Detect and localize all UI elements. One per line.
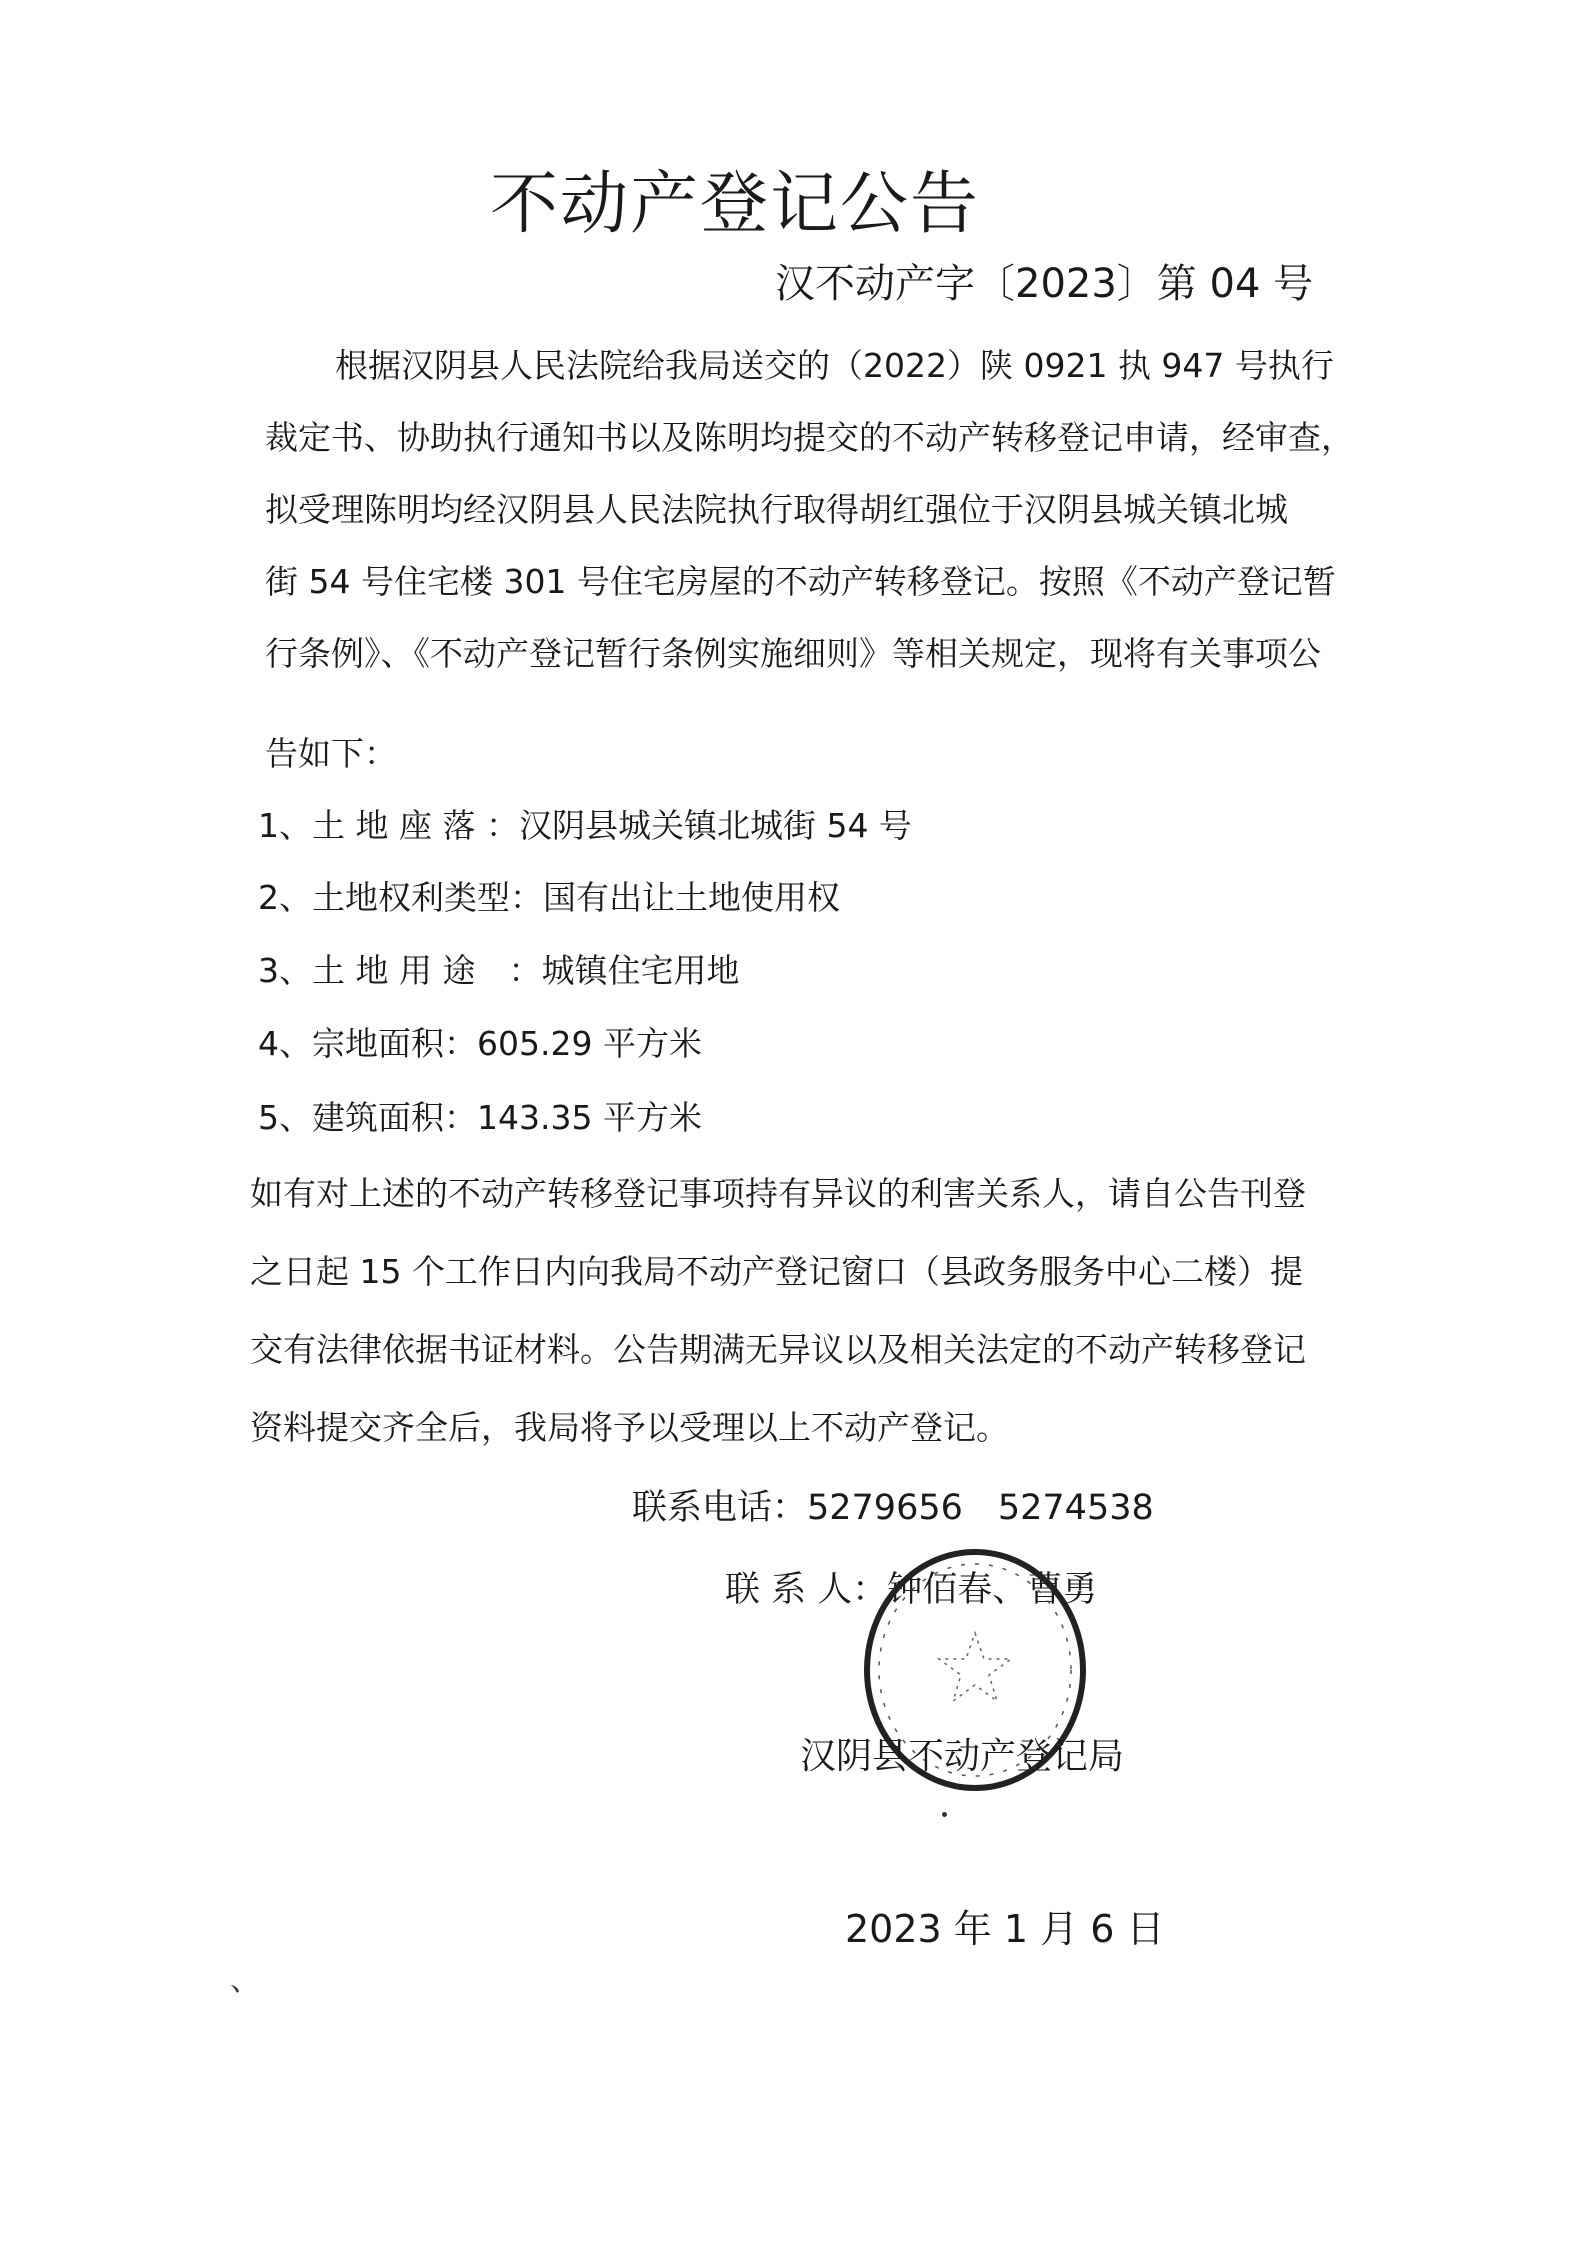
closing-line: 之日起 15 个工作日内向我局不动产登记窗口（县政务服务中心二楼）提 (250, 1252, 1303, 1291)
body-line: 告如下： (265, 734, 397, 773)
body-line: 裁定书、协助执行通知书以及陈明均提交的不动产转移登记申请，经审查， (265, 418, 1354, 457)
body-line: 拟受理陈明均经汉阴县人民法院执行取得胡红强位于汉阴县城关镇北城 (265, 490, 1288, 529)
issuer-name: 汉阴县不动产登记局 (800, 1736, 1125, 1777)
body-line: 根据汉阴县人民法院给我局送交的（2022）陕 0921 执 947 号执行 (335, 346, 1334, 385)
issue-date: 2023 年 1 月 6 日 (845, 1907, 1165, 1951)
page-title: 不动产登记公告 (490, 165, 981, 244)
list-item: 3、土 地 用 途 ：城镇住宅用地 (258, 951, 740, 990)
list-item: 2、土地权利类型：国有出让土地使用权 (258, 878, 840, 917)
list-item: 5、建筑面积：143.35 平方米 (258, 1098, 702, 1137)
closing-line: 交有法律依据书证材料。公告期满无异议以及相关法定的不动产转移登记 (250, 1330, 1306, 1369)
closing-line: 如有对上述的不动产转移登记事项持有异议的利害关系人，请自公告刊登 (250, 1174, 1306, 1213)
list-item: 4、宗地面积：605.29 平方米 (258, 1024, 702, 1063)
body-line: 行条例》、《不动产登记暂行条例实施细则》等相关规定，现将有关事项公 (265, 634, 1321, 673)
list-item: 1、土 地 座 落 ：汉阴县城关镇北城街 54 号 (258, 806, 912, 845)
closing-line: 资料提交齐全后，我局将予以受理以上不动产登记。 (250, 1408, 1009, 1447)
contact-person: 联 系 人：钟佰春、曹勇 (725, 1570, 1098, 1610)
contact-phone: 联系电话：5279656 5274538 (632, 1488, 1154, 1528)
body-line: 街 54 号住宅楼 301 号住宅房屋的不动产转移登记。按照《不动产登记暂 (265, 562, 1336, 601)
stray-dot (942, 1812, 947, 1817)
stray-mark: 、 (230, 1963, 260, 1998)
document-number: 汉不动产字〔2023〕第 04 号 (775, 261, 1314, 307)
